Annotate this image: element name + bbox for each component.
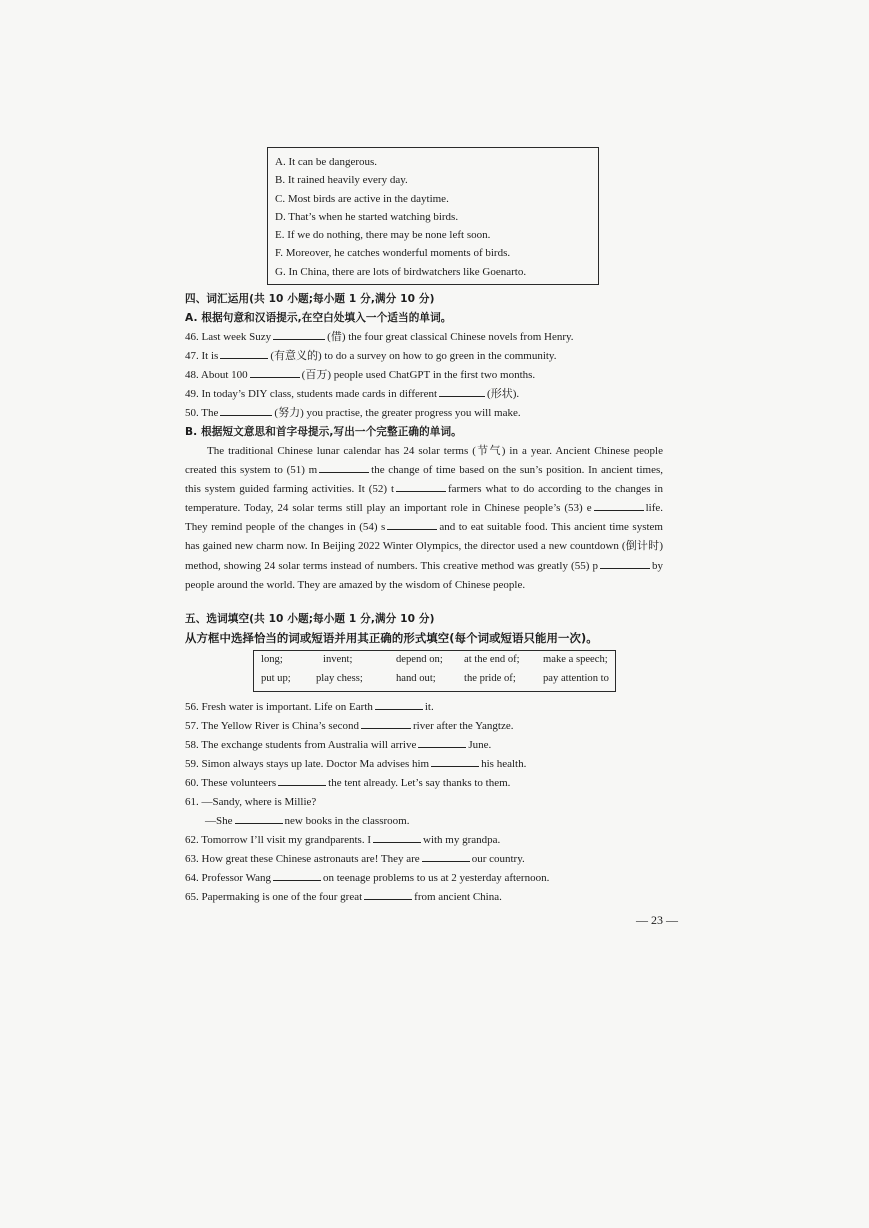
question-48: 48. About 100 (百万) people used ChatGPT in the first two months. [185, 366, 663, 385]
question-61: 61. —Sandy, where is Millie? [185, 796, 317, 808]
word-bank-item: make a speech; [543, 654, 608, 665]
answer-blank-54[interactable] [387, 518, 437, 530]
word-bank-item: put up; [261, 673, 291, 684]
answer-blank-62[interactable] [373, 831, 421, 843]
word-bank-row-1 [261, 654, 611, 672]
word-bank-item: play chess; [316, 673, 363, 684]
option-a: A. It can be dangerous. [275, 156, 378, 168]
answer-blank-49[interactable] [439, 385, 485, 397]
question-62: 62. Tomorrow I’ll visit my grandparents. I with my grandpa. [185, 831, 663, 850]
option-e: E. If we do nothing, there may be none left soon. [275, 229, 491, 242]
answer-blank-59[interactable] [431, 755, 479, 767]
answer-blank-65[interactable] [364, 888, 412, 900]
question-46: 46. Last week Suzy (借) the four great classical Chinese novels from Henry. [185, 328, 663, 347]
word-bank-item: pay attention to [543, 673, 609, 684]
section5-heading: 五、选词填空(共 10 小题;每小题 1 分,满分 10 分) [185, 613, 435, 625]
question-65: 65. Papermaking is one of the four great from ancient China. [185, 888, 663, 907]
answer-blank-51[interactable] [319, 461, 369, 473]
answer-blank-47[interactable] [220, 347, 268, 359]
answer-blank-48[interactable] [250, 366, 300, 378]
option-f: F. Moreover, he catches wonderful moments of birds. [275, 247, 511, 260]
question-61-reply: —She new books in the classroom. [205, 812, 683, 831]
question-50: 50. The (努力) you practise, the greater progress you will make. [185, 404, 663, 423]
section4-heading: 四、词汇运用(共 10 小题;每小题 1 分,满分 10 分) [185, 293, 435, 305]
question-57: 57. The Yellow River is China’s second river after the Yangtze. [185, 717, 663, 736]
options-box [267, 147, 599, 285]
page-number: — 23 — [636, 913, 678, 927]
question-47: 47. It is (有意义的) to do a survey on how to go green in the community. [185, 347, 663, 366]
reading-passage: The traditional Chinese lunar calendar has 24 solar terms (节气) in a year. Ancient Chinese people created this system to (51) m the change of time based on the sun’s position. In ancient times, this system guided farming activities. It (52) t farmers what to do according to the changes in temperature. Today, 24 solar terms still play an important role in Chinese people’s (53) e life. They remind people of the changes in (54) s and to eat suitable food. This ancient time system has gained new charm now. In Beijing 2022 Winter Olympics, the director used a new countdown (倒计时) method, showing 24 solar terms instead of numbers. This creative method was greatly (55) p by people around the world. They are amazed by the wisdom of Chinese people. [185, 445, 663, 591]
answer-blank-46[interactable] [273, 328, 325, 340]
question-63: 63. How great these Chinese astronauts are! They are our country. [185, 850, 663, 869]
answer-blank-64[interactable] [273, 869, 321, 881]
question-60: 60. These volunteers the tent already. Let’s say thanks to them. [185, 774, 663, 793]
question-59: 59. Simon always stays up late. Doctor Ma advises him his health. [185, 755, 663, 774]
answer-blank-63[interactable] [422, 850, 470, 862]
section5-instruction: 从方框中选择恰当的词或短语并用其正确的形式填空(每个词或短语只能用一次)。 [185, 631, 598, 645]
option-g: G. In China, there are lots of birdwatchers like Goenarto. [275, 265, 527, 278]
answer-blank-50[interactable] [220, 404, 272, 416]
answer-blank-56[interactable] [375, 698, 423, 710]
answer-blank-58[interactable] [418, 736, 466, 748]
option-c: C. Most birds are active in the daytime. [275, 192, 449, 205]
word-bank-item: depend on; [396, 654, 443, 665]
option-d: D. That’s when he started watching birds. [275, 210, 459, 223]
word-bank-item: long; [261, 654, 283, 665]
word-bank-row-2 [261, 673, 611, 691]
answer-blank-52[interactable] [396, 480, 446, 492]
answer-blank-53[interactable] [594, 499, 644, 511]
word-bank-item: hand out; [396, 673, 436, 684]
question-56: 56. Fresh water is important. Life on Earth it. [185, 698, 663, 717]
question-49: 49. In today’s DIY class, students made cards in different (形状). [185, 385, 663, 404]
question-58: 58. The exchange students from Australia will arrive June. [185, 736, 663, 755]
answer-blank-55[interactable] [600, 557, 650, 569]
word-bank-item: at the end of; [464, 654, 520, 665]
section4-parta-heading: A. 根据句意和汉语提示,在空白处填入一个适当的单词。 [185, 312, 452, 324]
word-bank-box [253, 650, 616, 692]
word-bank-item: invent; [323, 654, 353, 665]
word-bank-item: the pride of; [464, 673, 516, 684]
answer-blank-60[interactable] [278, 774, 326, 786]
answer-blank-61[interactable] [235, 812, 283, 824]
answer-blank-57[interactable] [361, 717, 411, 729]
section4-partb-heading: B. 根据短文意思和首字母提示,写出一个完整正确的单词。 [185, 426, 462, 438]
option-b: B. It rained heavily every day. [275, 174, 408, 187]
question-64: 64. Professor Wang on teenage problems to us at 2 yesterday afternoon. [185, 869, 663, 888]
